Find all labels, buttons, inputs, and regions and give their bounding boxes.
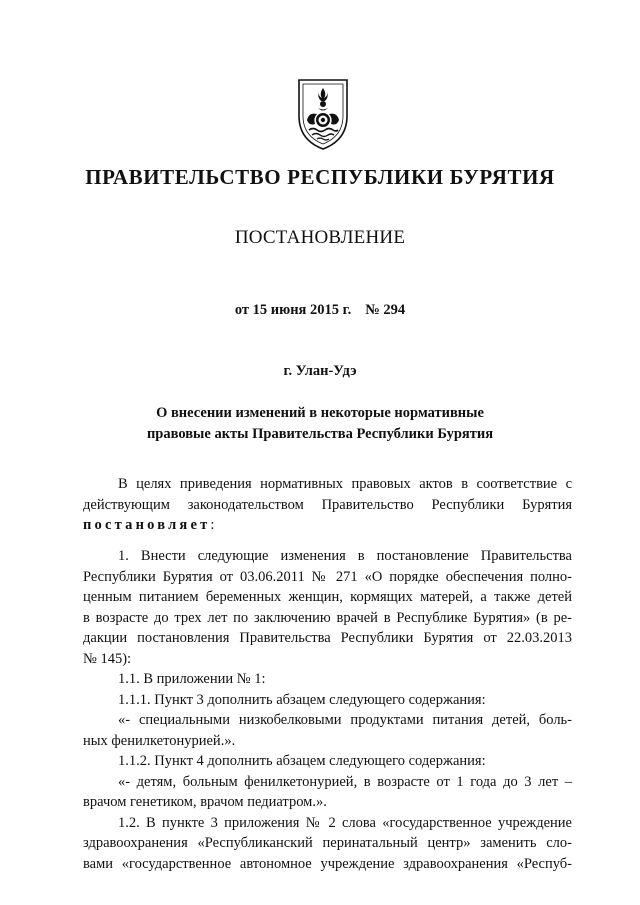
body-line: ценным питанием беременных женщин, кормящих матерей, а также детей bbox=[83, 589, 572, 605]
body-line: 1.1. В приложении № 1: bbox=[118, 671, 266, 687]
coat-of-arms-icon bbox=[295, 76, 351, 152]
body-line: «- специальными низкобелковыми продуктами питания детей, боль- bbox=[118, 712, 572, 728]
body-line: 1.2. В пункте 3 приложения № 2 слова «государственное учреждение bbox=[118, 814, 572, 831]
body-line: Республики Бурятия от 03.06.2011 № 271 «О порядке обеспечения полно- bbox=[83, 568, 572, 585]
document-date: от 15 июня 2015 г. bbox=[234, 302, 352, 318]
document-subject bbox=[0, 403, 640, 445]
body-line: 1.1.1. Пункт 3 дополнить абзацем следующего содержания: bbox=[118, 691, 486, 708]
preamble bbox=[83, 474, 572, 536]
subject-line: О внесении изменений в некоторые нормативные bbox=[156, 405, 484, 421]
document-number: № 294 bbox=[365, 302, 406, 318]
body-line: «- детям, больным фенилкетонурией, в возрасте от 1 года до 3 лет – bbox=[118, 773, 572, 790]
document-city: г. Улан-Удэ bbox=[283, 363, 357, 379]
preamble-line: В целях приведения нормативных правовых актов в соответствие с bbox=[118, 476, 572, 492]
document-date-number bbox=[0, 302, 640, 319]
body-line: ных фенилкетонурией.». bbox=[83, 732, 236, 749]
body-line: дакции постановления Правительства Республики Бурятия от 22.03.2013 bbox=[83, 630, 572, 646]
document-type: ПОСТАНОВЛЕНИЕ bbox=[234, 227, 406, 248]
body-line: 1. Внести следующие изменения в постановление Правительства bbox=[118, 548, 572, 564]
body-line: здравоохранения «Республиканский перинатальный центр» заменить сло- bbox=[83, 835, 572, 851]
government-title: ПРАВИТЕЛЬСТВО РЕСПУБЛИКИ БУРЯТИЯ bbox=[85, 165, 555, 189]
body-line: 1.1.2. Пункт 4 дополнить абзацем следующего содержания: bbox=[118, 753, 486, 769]
body-line: вами «государственное автономное учреждение здравоохранения «Респуб- bbox=[83, 855, 572, 872]
resolves-colon: : bbox=[210, 517, 215, 533]
subject-line: правовые акты Правительства Республики Бурятия bbox=[146, 426, 494, 442]
resolves-word: постановляет bbox=[83, 517, 211, 533]
body-line: в возрасте до трех лет по заключению врачей в Республике Бурятия» (в ре- bbox=[83, 609, 572, 626]
body-line: врачом генетиком, врачом педиатром.». bbox=[83, 794, 327, 810]
resolution-body bbox=[83, 546, 572, 874]
body-line: № 145): bbox=[83, 650, 132, 667]
preamble-line: действующим законодательством Правительство Республики Бурятия bbox=[83, 496, 572, 513]
resolves-line bbox=[83, 515, 572, 536]
